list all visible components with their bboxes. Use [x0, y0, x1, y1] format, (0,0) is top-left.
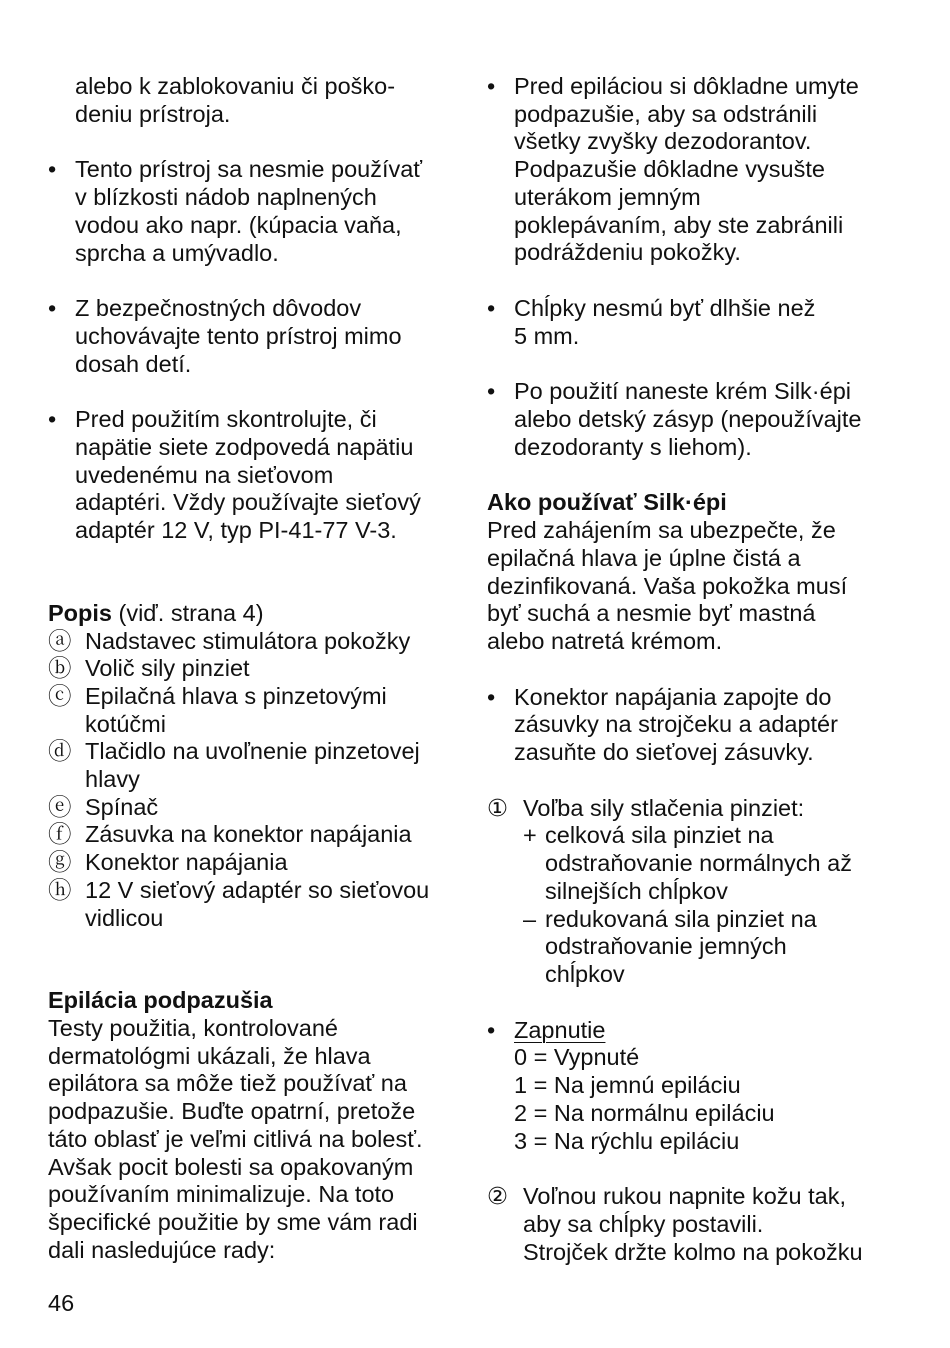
- warning-item: • Pred použitím skontrolujte, či napätie siete zodpovedá napätiu uvedenému na sieťovom adaptéri. Vždy používajte sieťový adaptér 12 V, typ PI-41-77 V-3.: [48, 406, 421, 544]
- part-letter: ⓐ: [48, 627, 72, 654]
- switch-setting: 1 = Na jemnú epiláciu: [514, 1072, 741, 1099]
- section-reference: (viď. strana 4): [118, 599, 264, 626]
- section-title: Epilácia podpazušia: [48, 987, 273, 1014]
- bullet: •: [487, 294, 496, 321]
- tip-item: • Pred epiláciou si dôkladne umyte podpazušie, aby sa odstránili všetky zvyšky dezodorantov. Podpazušie dôkladne vysušte uterákom jemným poklepávaním, aby ste zabránili podráždeniu pokožky.: [487, 73, 859, 266]
- intro-paragraph: alebo k zablokovaniu či poško- deniu prístroja.: [75, 73, 396, 127]
- page-number: 46: [48, 1290, 75, 1316]
- part-item: ⓒ Epilačná hlava s pinzetovými kotúčmi: [48, 682, 387, 737]
- part-item: ⓓ Tlačidlo na uvoľnenie pinzetovej hlavy: [48, 738, 420, 793]
- tip-item: • Chĺpky nesmú byť dlhšie než 5 mm.: [487, 294, 816, 349]
- step-2: ② Voľnou rukou napnite kožu tak, aby sa chĺpky postavili. Strojček držte kolmo na pokožku: [487, 1183, 863, 1265]
- part-item: ⓖ Konektor napájania: [48, 849, 288, 876]
- tip-item: • Po použití naneste krém Silk·épi alebo detský zásyp (nepoužívajte dezodoranty s liehom).: [487, 378, 862, 460]
- switch-item: [487, 1017, 907, 1156]
- part-item: ⓐ Nadstavec stimulátora pokožky: [48, 627, 411, 654]
- left-column: [48, 73, 448, 1264]
- bullet: •: [48, 406, 57, 433]
- part-item: ⓕ Zásuvka na konektor napájania: [48, 821, 412, 848]
- option-item: – redukovaná sila pinziet na odstraňovanie jemných chĺpkov: [523, 905, 817, 987]
- popis-heading: [48, 600, 448, 628]
- bullet: •: [487, 73, 496, 99]
- switch-setting: 0 = Vypnuté: [514, 1044, 640, 1071]
- part-item: ⓗ 12 V sieťový adaptér so sieťovou vidlicou: [48, 876, 430, 931]
- option-item: + celková sila pinziet na odstraňovanie normálnych až silnejších chĺpkov: [523, 822, 852, 904]
- step-1: ① Voľba sily stlačenia pinziet:: [487, 794, 805, 821]
- bullet: •: [48, 156, 57, 183]
- how-to-section: Ako používať Silk·épi Pred zahájením sa ubezpečte, že epilačná hlava je úplne čistá a dezinfikovaná. Vaša pokožka musí byť suchá a nesmie byť mastná alebo natretá krémom.: [487, 489, 848, 654]
- option-sign: –: [523, 905, 537, 932]
- warning-item: • Z bezpečnostných dôvodov uchovávajte tento prístroj mimo dosah detí.: [48, 295, 402, 377]
- bullet: •: [48, 295, 57, 322]
- switch-setting: 2 = Na normálnu epiláciu: [514, 1099, 775, 1126]
- section-title: Popis: [48, 599, 112, 626]
- part-letter: ⓑ: [48, 655, 72, 682]
- part-letter: ⓓ: [48, 738, 72, 765]
- option-sign: +: [523, 822, 537, 849]
- part-item: ⓔ Spínač: [48, 793, 159, 820]
- part-letter: ⓖ: [48, 849, 72, 876]
- part-letter: ⓒ: [48, 682, 72, 709]
- step-number: ①: [487, 794, 509, 821]
- part-letter: ⓔ: [48, 793, 72, 820]
- section-title: Ako používať Silk·épi: [487, 489, 727, 516]
- bullet: •: [487, 1016, 496, 1043]
- step-number: ②: [487, 1183, 509, 1210]
- epilacia-section: Epilácia podpazušia Testy použitia, kontrolované dermatológmi ukázali, že hlava epilátora sa môže tiež používať na podpazušie. Buďte opatrní, pretože táto oblasť je veľmi citlivá na bolesť. Avšak pocit bolesti sa opakovaným používaním minimalizuje. Na toto špecifické použitie by sme vám radi dali nasledujúce rady:: [48, 987, 423, 1263]
- right-column: [487, 73, 907, 1266]
- switch-setting: 3 = Na rýchlu epiláciu: [514, 1127, 740, 1154]
- warning-item: • Tento prístroj sa nesmie používať v blízkosti nádob naplnených vodou ako napr. (kúpacia vaňa, sprcha a umývadlo.: [48, 156, 423, 266]
- connect-item: • Konektor napájania zapojte do zásuvky na strojčeku a adaptér zasuňte do sieťovej zásuvky.: [487, 683, 838, 766]
- switch-heading: Zapnutie: [514, 1016, 606, 1043]
- bullet: •: [487, 378, 496, 405]
- part-letter: ⓕ: [48, 821, 72, 848]
- part-letter: ⓗ: [48, 876, 72, 903]
- part-item: ⓑ Volič sily pinziet: [48, 655, 250, 682]
- bullet: •: [487, 683, 496, 710]
